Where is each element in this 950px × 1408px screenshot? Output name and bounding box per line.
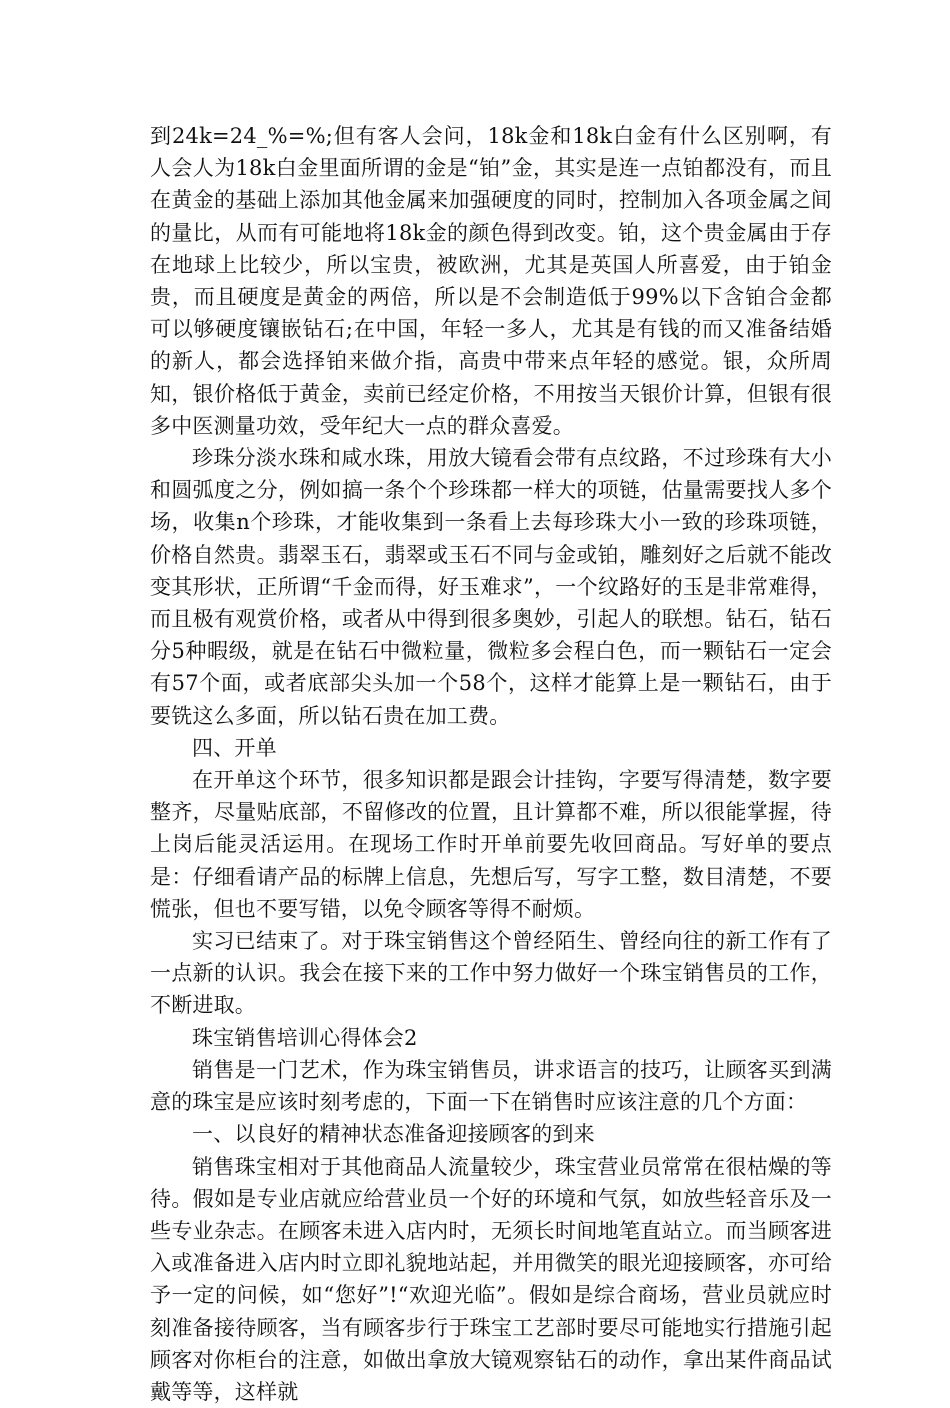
article-title-2: 珠宝销售培训心得体会2	[150, 1022, 832, 1054]
paragraph-pearls-jade-diamonds: 珍珠分淡水珠和咸水珠，用放大镜看会带有点纹路，不过珍珠有大小和圆弧度之分，例如搞一条个个珍珠都一样大的项链，估量需要找人多个场，收集n个珍珠，才能收集到一条看上去每珍珠大小一致的珍珠项链，价格自然贵。翡翠玉石，翡翠或玉石不同与金或铂，雕刻好之后就不能改变其形状，正所谓“千金而得，好玉难求”，一个纹路好的玉是非常难得，而且极有观赏价格，或者从中得到很多奥妙，引起人的联想。钻石，钻石分5种暇级，就是在钻石中微粒量，微粒多会程白色，而一颗钻石一定会有57个面，或者底部尖头加一个58个，这样才能算上是一颗钻石，由于要铣这么多面，所以钻石贵在加工费。	[150, 442, 832, 732]
paragraph-conclusion: 实习已结束了。对于珠宝销售这个曾经陌生、曾经向往的新工作有了一点新的认识。我会在接下来的工作中努力做好一个珠宝销售员的工作，不断进取。	[150, 925, 832, 1022]
paragraph-billing: 在开单这个环节，很多知识都是跟会计挂钩，字要写得清楚，数字要整齐，尽量贴底部，不留修改的位置，且计算都不难，所以很能掌握，待上岗后能灵活运用。在现场工作时开单前要先收回商品。写好单的要点是：仔细看请产品的标牌上信息，先想后写，写字工整，数目清楚，不要慌张，但也不要写错，以免令顾客等得不耐烦。	[150, 764, 832, 925]
paragraph-intro-2: 销售是一门艺术，作为珠宝销售员，讲求语言的技巧，让顾客买到满意的珠宝是应该时刻考虑的，下面一下在销售时应该注意的几个方面：	[150, 1054, 832, 1118]
paragraph-metals: 到24k=24_%=%;但有客人会问，18k金和18k白金有什么区别啊，有人会人为18k白金里面所谓的金是“铂”金，其实是连一点铂都没有，而且在黄金的基础上添加其他金属来加强硬度的同时，控制加入各项金属之间的量比，从而有可能地将18k金的颜色得到改变。铂，这个贵金属由于存在地球上比较少，所以宝贵，被欧洲，尤其是英国人所喜爱，由于铂金贵，而且硬度是黄金的两倍，所以是不会制造低于99%以下含铂合金都可以够硬度镶嵌钻石;在中国，年轻一多人，尤其是有钱的而又准备结婚的新人，都会选择铂来做介指，高贵中带来点年轻的感觉。银，众所周知，银价格低于黄金，卖前已经定价格，不用按当天银价计算，但银有很多中医测量功效，受年纪大一点的群众喜爱。	[150, 120, 832, 442]
section-heading-billing: 四、开单	[150, 732, 832, 764]
section-heading-spirit: 一、以良好的精神状态准备迎接顾客的到来	[150, 1118, 832, 1150]
paragraph-spirit: 销售珠宝相对于其他商品人流量较少，珠宝营业员常常在很枯燥的等待。假如是专业店就应给营业员一个好的环境和气氛，如放些轻音乐及一些专业杂志。在顾客未进入店内时，无须长时间地笔直站立。而当顾客进入或准备进入店内时立即礼貌地站起，并用微笑的眼光迎接顾客，亦可给予一定的问候，如“您好”!“欢迎光临”。假如是综合商场，营业员就应时刻准备接待顾客，当有顾客步行于珠宝工艺部时要尽可能地实行措施引起顾客对你柜台的注意，如做出拿放大镜观察钻石的动作，拿出某件商品试戴等等，这样就	[150, 1151, 832, 1408]
